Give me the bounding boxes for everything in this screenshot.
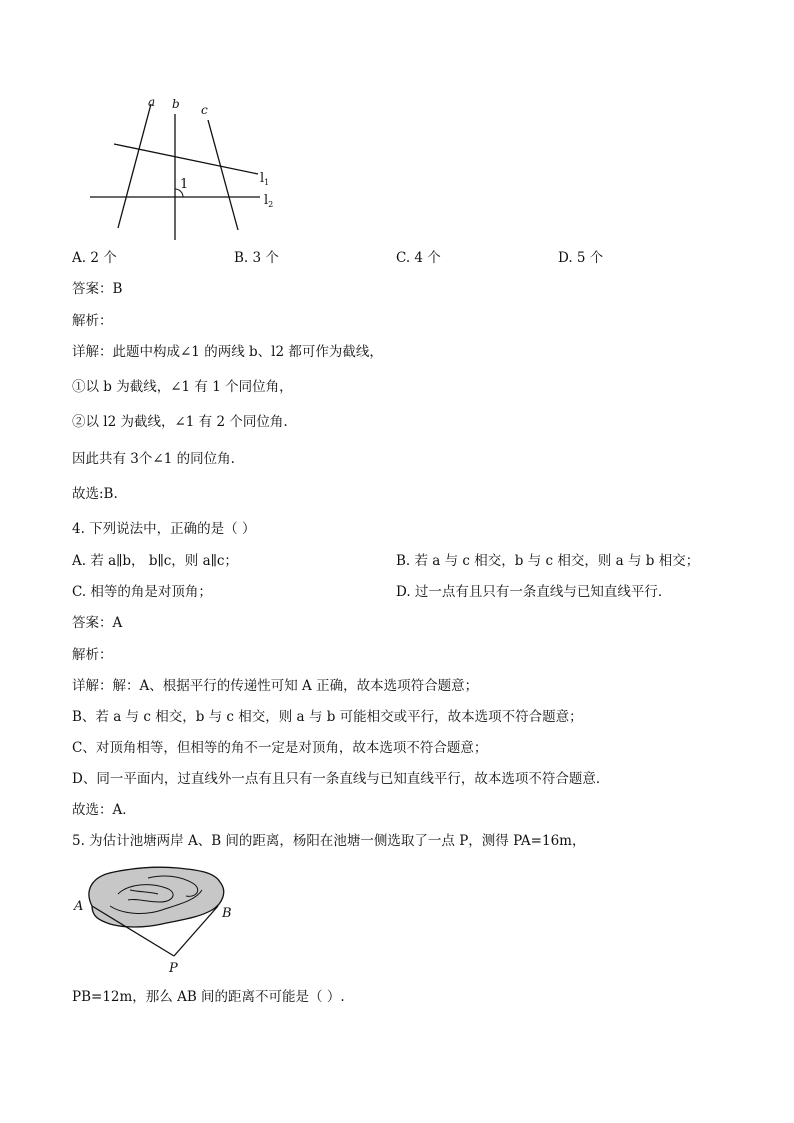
- lines-figure: [84, 92, 284, 244]
- q3-analysis-label: 解析：: [72, 313, 113, 329]
- q4-analysis-label: 解析：: [72, 647, 113, 663]
- line-l1: [114, 144, 258, 174]
- label-angle-1: 1: [180, 177, 189, 192]
- q5-stem-continued: PB=12m，那么 AB 间的距离不可能是（ ）.: [72, 989, 345, 1005]
- line-a: [118, 104, 151, 228]
- q4-answer: 答案：A: [72, 615, 123, 631]
- q3-option-c: C. 4 个: [396, 250, 441, 266]
- q4-detail-a: 详解：解：A、根据平行的传递性可知 A 正确，故本选项符合题意；: [72, 678, 479, 694]
- q3-answer: 答案：B: [72, 281, 123, 297]
- label-l1: $l_1$: [260, 171, 270, 187]
- q4-choice: 故选：A．: [72, 802, 136, 818]
- q4-option-b: B. 若 a 与 c 相交，b 与 c 相交，则 a 与 b 相交；: [396, 553, 700, 569]
- label-c: c: [201, 103, 208, 117]
- q3-choice: 故选:B.: [72, 486, 118, 502]
- line-c: [208, 120, 238, 230]
- q3-option-a: A. 2 个: [72, 250, 117, 266]
- q3-option-b: B. 3 个: [234, 250, 279, 266]
- q4-detail-c: C、对顶角相等，但相等的角不一定是对顶角，故本选项不符合题意；: [72, 740, 488, 756]
- q4-option-c: C. 相等的角是对顶角；: [72, 584, 212, 600]
- q5-stem: 5. 为估计池塘两岸 A、B 间的距离，杨阳在池塘一侧选取了一点 P，测得 PA=16m，: [72, 833, 586, 849]
- q3-step-1: ①以 b 为截线，∠1 有 1 个同位角，: [72, 379, 293, 395]
- pond-figure: [70, 862, 250, 980]
- q3-detail: 详解：此题中构成∠1 的两线 b、l2 都可作为截线，: [72, 344, 383, 360]
- label-point-p: P: [169, 961, 178, 976]
- q3-option-d: D. 5 个: [558, 250, 604, 266]
- q3-conclusion: 因此共有 3个∠1 的同位角.: [72, 451, 235, 467]
- q4-option-a: A. 若 a∥b， b∥c，则 a∥c；: [72, 553, 238, 569]
- q4-option-d: D. 过一点有且只有一条直线与已知直线平行．: [396, 584, 672, 600]
- label-b: b: [172, 97, 180, 111]
- label-a: a: [148, 95, 156, 109]
- q4-detail-b: B、若 a 与 c 相交，b 与 c 相交，则 a 与 b 可能相交或平行，故本选项不符合题意；: [72, 709, 583, 725]
- label-point-b: B: [222, 906, 232, 921]
- q4-stem: 4. 下列说法中，正确的是（ ）: [72, 521, 256, 537]
- q3-step-2: ②以 l2 为截线，∠1 有 2 个同位角.: [72, 414, 288, 430]
- q4-detail-d: D、同一平面内，过直线外一点有且只有一条直线与已知直线平行，故本选项不符合题意．: [72, 771, 610, 787]
- label-l2: $l_2$: [264, 193, 274, 209]
- label-point-a: A: [74, 899, 84, 914]
